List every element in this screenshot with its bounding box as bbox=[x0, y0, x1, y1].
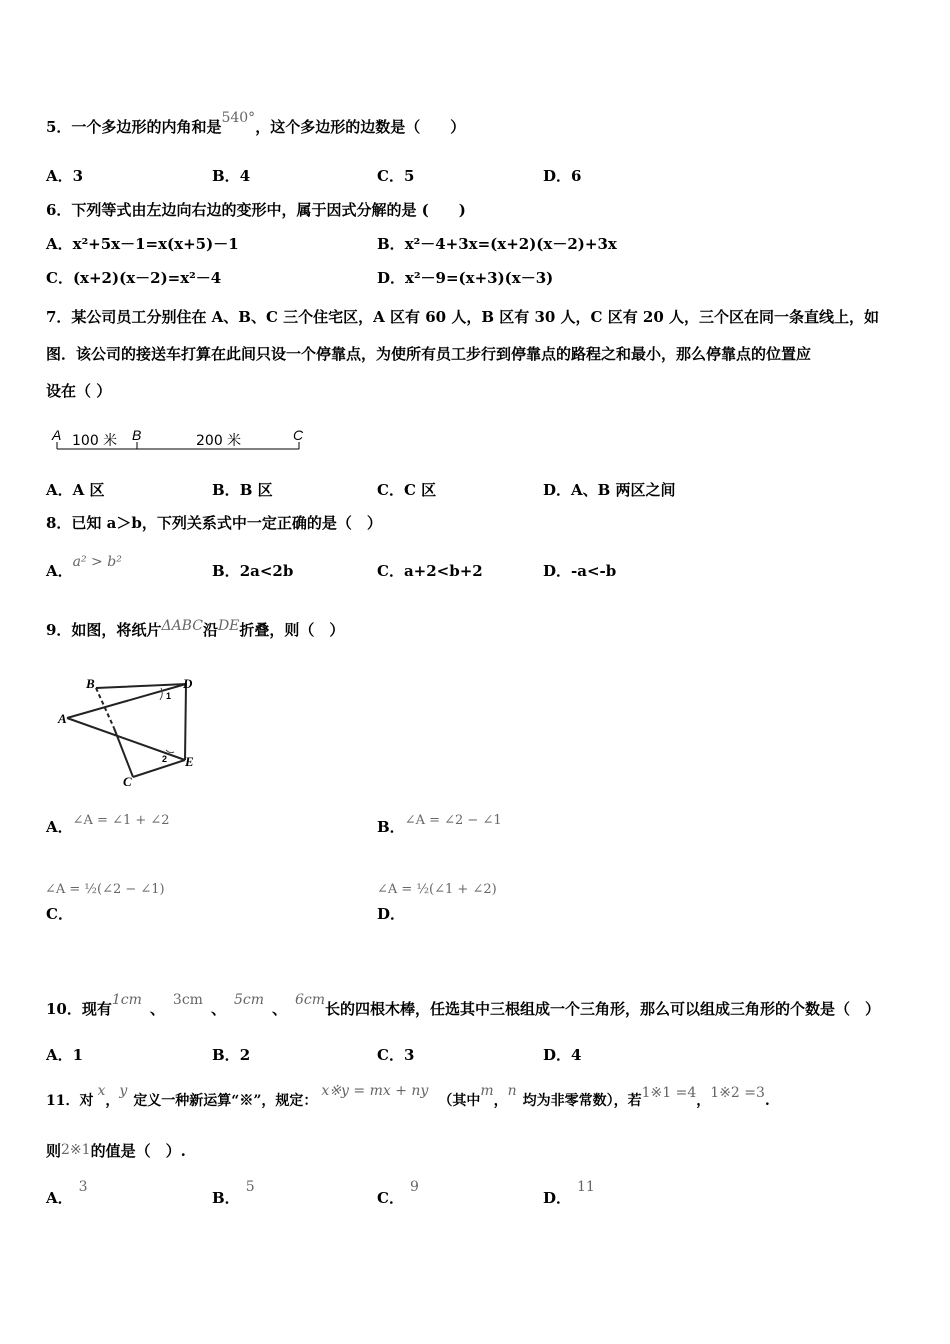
q7-option-a[interactable]: A．A 区 bbox=[46, 481, 105, 499]
q7-option-d[interactable]: D．A、B 两区之间 bbox=[543, 481, 676, 499]
q9-label-c: C bbox=[123, 774, 132, 789]
q9-fold-figure bbox=[48, 666, 208, 794]
q6-option-b[interactable]: B．x²－4+3x=(x+2)(x－2)+3x bbox=[377, 235, 617, 253]
q7-line-diagram bbox=[48, 424, 310, 456]
q9-segment-de: DE bbox=[217, 618, 240, 634]
q8-option-c[interactable]: C．a+2<b+2 bbox=[377, 562, 483, 580]
q7-option-c[interactable]: C．C 区 bbox=[377, 481, 437, 499]
q6-option-c[interactable]: C．(x+2)(x－2)=x²－4 bbox=[46, 269, 222, 287]
q7-stem-line2: 图．该公司的接送车打算在此间只设一个停靠点，为使所有员工步行到停靠点的路程之和最小，那么停靠点的位置应 bbox=[46, 345, 812, 363]
q9-option-a[interactable]: A．∠A = ∠1 + ∠2 bbox=[46, 813, 170, 836]
q6-option-a[interactable]: A．x²+5x－1=x(x+5)－1 bbox=[46, 235, 239, 253]
q7-stem-line3: 设在（ ） bbox=[46, 382, 112, 400]
q11-expression: 2※1 bbox=[61, 1142, 91, 1158]
q11-option-b[interactable]: B．5 bbox=[212, 1179, 255, 1207]
q8-option-b[interactable]: B．2a<2b bbox=[212, 562, 294, 580]
q7-point-a-label: A bbox=[52, 427, 62, 443]
q11-option-a[interactable]: A．3 bbox=[46, 1179, 88, 1207]
q9-label-a: A bbox=[58, 711, 67, 726]
q8-option-a[interactable]: A．a² > b² bbox=[46, 554, 122, 580]
q7-option-b[interactable]: B．B 区 bbox=[212, 481, 273, 499]
q5-option-a[interactable]: A．3 bbox=[46, 167, 84, 185]
q10-option-b[interactable]: B．2 bbox=[212, 1046, 251, 1064]
q8-stem: 8．已知 a＞b，下列关系式中一定正确的是（ ） bbox=[46, 514, 382, 532]
q6-option-d[interactable]: D．x²－9=(x+3)(x－3) bbox=[377, 269, 554, 287]
q9-option-d[interactable]: D．∠A = ½(∠1 + ∠2) bbox=[377, 882, 497, 923]
q11-stem-line2: 则2※1的值是（ ）. bbox=[46, 1142, 186, 1160]
q5-option-c[interactable]: C．5 bbox=[377, 167, 415, 185]
q10-length-2: 3cm bbox=[172, 992, 203, 1008]
q8-option-d[interactable]: D．-a<-b bbox=[543, 562, 617, 580]
q7-point-b-label: B bbox=[132, 427, 142, 443]
q10-option-a[interactable]: A．1 bbox=[46, 1046, 84, 1064]
q9-label-d: D bbox=[183, 676, 193, 691]
q10-length-1: 1cm bbox=[111, 992, 142, 1008]
q9-stem: 9．如图，将纸片ΔABC沿DE折叠，则（ ） bbox=[46, 618, 345, 639]
q9-angle-2-label: 2 bbox=[162, 754, 168, 764]
q5-option-d[interactable]: D．6 bbox=[543, 167, 582, 185]
q10-length-4: 6cm bbox=[295, 992, 326, 1008]
q10-length-3: 5cm bbox=[233, 992, 264, 1008]
q11-stem-line1: 11．对x，y定义一种新运算“※”，规定：x※y = mx + ny（其中m，n均为非零常数），若1※1 =4，1※2 =3. bbox=[46, 1083, 770, 1109]
q6-stem: 6．下列等式由左边向右边的变形中，属于因式分解的是 ( ) bbox=[46, 201, 466, 219]
q7-point-c-label: C bbox=[293, 427, 304, 443]
q5-option-b[interactable]: B．4 bbox=[212, 167, 251, 185]
q9-triangle-abc: ΔABC bbox=[161, 618, 203, 634]
q11-condition-1: 1※1 =4 bbox=[641, 1085, 697, 1101]
q11-condition-2: 1※2 =3 bbox=[710, 1085, 765, 1101]
q11-option-c[interactable]: C．9 bbox=[377, 1179, 419, 1207]
q9-angle-1-label: 1 bbox=[166, 691, 172, 701]
q9-label-e: E bbox=[185, 754, 194, 769]
q11-option-d[interactable]: D．11 bbox=[543, 1179, 595, 1207]
q7-bc-distance: 200 米 bbox=[196, 433, 242, 449]
q9-option-b[interactable]: B．∠A = ∠2 − ∠1 bbox=[377, 813, 502, 836]
q9-option-c[interactable]: C．∠A = ½(∠2 − ∠1) bbox=[44, 882, 165, 923]
q5-stem: 5．一个多边形的内角和是540°，这个多边形的边数是（ ） bbox=[46, 110, 466, 136]
q10-stem: 10．现有1cm 、 3cm 、 5cm 、 6cm长的四根木棒，任选其中三根组成一个三角形，那么可以组成三角形的个数是（ ） bbox=[46, 992, 881, 1018]
q7-ab-distance: 100 米 bbox=[72, 433, 118, 449]
q10-option-c[interactable]: C．3 bbox=[377, 1046, 415, 1064]
q9-label-b: B bbox=[86, 676, 95, 691]
q7-stem-line1: 7．某公司员工分别住在 A、B、C 三个住宅区，A 区有 60 人，B 区有 30 人，C 区有 20 人，三个区在同一条直线上，如 bbox=[46, 308, 880, 326]
q10-option-d[interactable]: D．4 bbox=[543, 1046, 582, 1064]
q5-angle-value: 540° bbox=[221, 110, 256, 126]
q11-rule: x※y = mx + ny bbox=[321, 1083, 429, 1099]
